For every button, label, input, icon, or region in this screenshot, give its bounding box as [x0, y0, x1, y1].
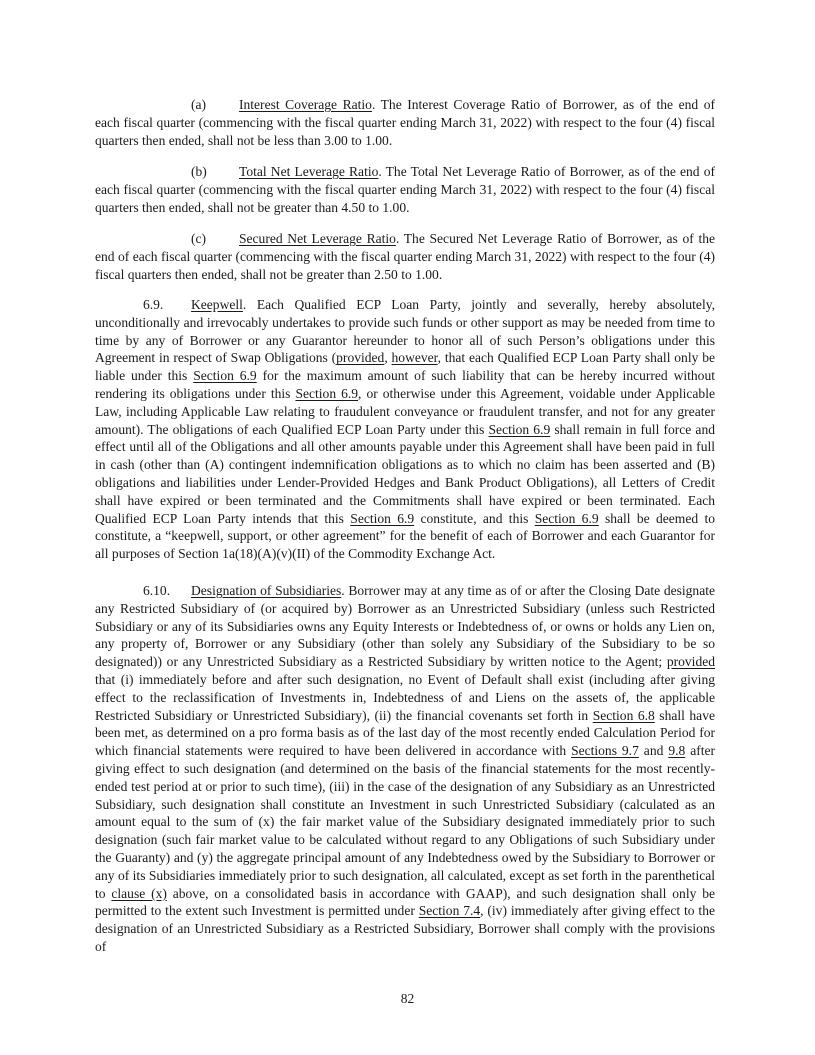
text-run: that (i) immediately before and after such designation, no Event of Default shall exist (including after giving effect to the reclassification of Investments in, Indebtedness of and Liens on the assets of, the applicable Restricted Subsidiary or Unrestricted Subsidiary), (ii) the financial covenants set forth in [95, 671, 715, 723]
text-run: after giving effect to such designation (and determined on the basis of the financial statements for the most recently-ended test period at or prior to such time), (iii) in the case of the designation of any Subsidiary as an Unrestricted Subsidiary, such designation shall constitute an Investment in such Unrestricted Subsidiary (calculated as an amount equal to the sum of (x) the fair market value of the Subsidiary designated immediately prior to such designation (such fair market value to be calculated without regard to any Obligations of such Subsidiary under the Guaranty) and (y) the aggregate principal amount of any Indebtedness owed by the Subsidiary to Borrower or any of its Subsidiaries immediately prior to such designation, all calculated, except as set forth in the parenthetical to [95, 743, 716, 901]
section-6-10-designation-of-subsidiaries [95, 582, 715, 956]
text-run: and [638, 743, 669, 759]
underlined-reference: Total Net Leverage Ratio [239, 164, 379, 179]
paragraph-text [95, 97, 715, 148]
text-run: , (iv) immediately after giving effect to the designation of an Unrestricted Subsidiary as a Restricted Subsidiary, Borrower shall comply with the provisions of [95, 903, 715, 954]
underlined-reference: Interest Coverage Ratio [239, 97, 372, 112]
paragraph-text [95, 297, 715, 561]
paragraph-label: (c) [191, 231, 207, 246]
underlined-reference: Secured Net Leverage Ratio [239, 231, 396, 246]
underlined-reference: provided [336, 350, 385, 366]
paragraph-label: (a) [191, 97, 207, 112]
paragraph-c [95, 230, 715, 283]
text-run: . The Interest Coverage Ratio of Borrower, as of the end of each fiscal quarter (commencing with the fiscal quarter ending March 31, 2022) with respect to the four (4) fiscal quarters then ended, shall not be less than 3.00 to 1.00. [95, 97, 715, 148]
paragraph-text [95, 231, 715, 282]
underlined-reference: provided [666, 654, 715, 670]
page-number: 82 [400, 991, 415, 1006]
text-run: shall be deemed to constitute, a “keepwell, support, or other agreement” for the benefit of each of Borrower and each Guarantor for all purposes of Section 1a(18)(A)(v)(II) of the Commodity Exchange Act. [95, 510, 715, 562]
underlined-reference: Section 6.9 [534, 510, 599, 526]
text-run: above, on a consolidated basis in accordance with GAAP), and such designation shall only be permitted to the extent such Investment is permitted under [95, 885, 715, 919]
section-number: 6.10. [143, 583, 171, 598]
underlined-reference: however [391, 350, 438, 366]
paragraph-a [95, 96, 715, 149]
text-run: shall remain in full force and effect until all of the Obligations and all other amounts payable under this Agreement shall have been paid in full in cash (other than (A) contingent indemnification obligations as to which no claim has been asserted and (B) obligations and liabilities under Lender-Provided Hedges and Bank Product Obligations), all Letters of Credit shall have expired or been terminated and the Commitments shall have expired or been terminated. Each Qualified ECP Loan Party intends that this [95, 421, 715, 526]
paragraph-b [95, 163, 715, 216]
underlined-reference: Section 7.4 [418, 903, 481, 919]
text-run: , that each Qualified ECP Loan Party shall only be liable under this [95, 350, 715, 384]
underlined-reference: Section 6.8 [592, 707, 655, 723]
underlined-reference: Designation of Subsidiaries [191, 583, 342, 598]
section-number: 6.9. [143, 297, 164, 312]
text-run: . Each Qualified ECP Loan Party, jointly and severally, hereby absolutely, unconditionally and irrevocably undertakes to provide such funds or other support as may be needed from time to time by any of Borrower or any Guarantor hereunder to honor all of such Person’s obligations under this Agreement in respect of Swap Obligations ( [95, 297, 715, 366]
underlined-reference: Section 6.9 [488, 421, 551, 437]
paragraph-text [95, 583, 715, 954]
text-run: constitute, and this [414, 510, 535, 526]
text-run: shall have been met, as determined on a pro forma basis as of the last day of the most recently ended Calculation Period for which financial statements were required to have been delivered in accordance with [95, 707, 715, 759]
underlined-reference: 9.8 [668, 743, 686, 759]
underlined-reference: clause (x) [111, 885, 167, 901]
underlined-reference: Sections 9.7 [571, 743, 639, 759]
paragraph-text [95, 164, 715, 215]
paragraph-label: (b) [191, 164, 207, 179]
text-run: , [384, 350, 392, 366]
underlined-reference: Section 6.9 [350, 510, 415, 526]
underlined-reference: Section 6.9 [193, 368, 257, 384]
section-6-9-keepwell [95, 296, 715, 563]
text-run: . Borrower may at any time as of or after the Closing Date designate any Restricted Subsidiary of (or acquired by) Borrower as an Unrestricted Subsidiary (unless such Restricted Subsidiary or any of its Subsidiaries owns any Equity Interests or Indebtedness of, or owns or holds any Lien on, any property of, Borrower or any Subsidiary (other than solely any Subsidiary of the Subsidiary to be so designated)) or any Unrestricted Subsidiary as a Restricted Subsidiary by written notice to the Agent; [95, 583, 715, 670]
text-run: for the maximum amount of such liability that can be hereby incurred without rendering its obligations under this [95, 368, 715, 401]
text-run: . The Total Net Leverage Ratio of Borrower, as of the end of each fiscal quarter (commencing with the fiscal quarter ending March 31, 2022) with respect to the four (4) fiscal quarters then ended, shall not be greater than 4.50 to 1.00. [95, 164, 715, 215]
underlined-reference: Section 6.9 [295, 385, 359, 401]
text-run: . The Secured Net Leverage Ratio of Borrower, as of the end of each fiscal quarter (commencing with the fiscal quarter ending March 31, 2022) with respect to the four (4) fiscal quarters then ended, shall not be greater than 2.50 to 1.00. [95, 231, 715, 282]
underlined-reference: Keepwell [191, 297, 243, 312]
text-run: , or otherwise under this Agreement, voidable under Applicable Law, including Applicable Law relating to fraudulent conveyance or fraudulent transfer, and not for any greater amount). The obligations of each Qualified ECP Loan Party under this [95, 385, 715, 437]
